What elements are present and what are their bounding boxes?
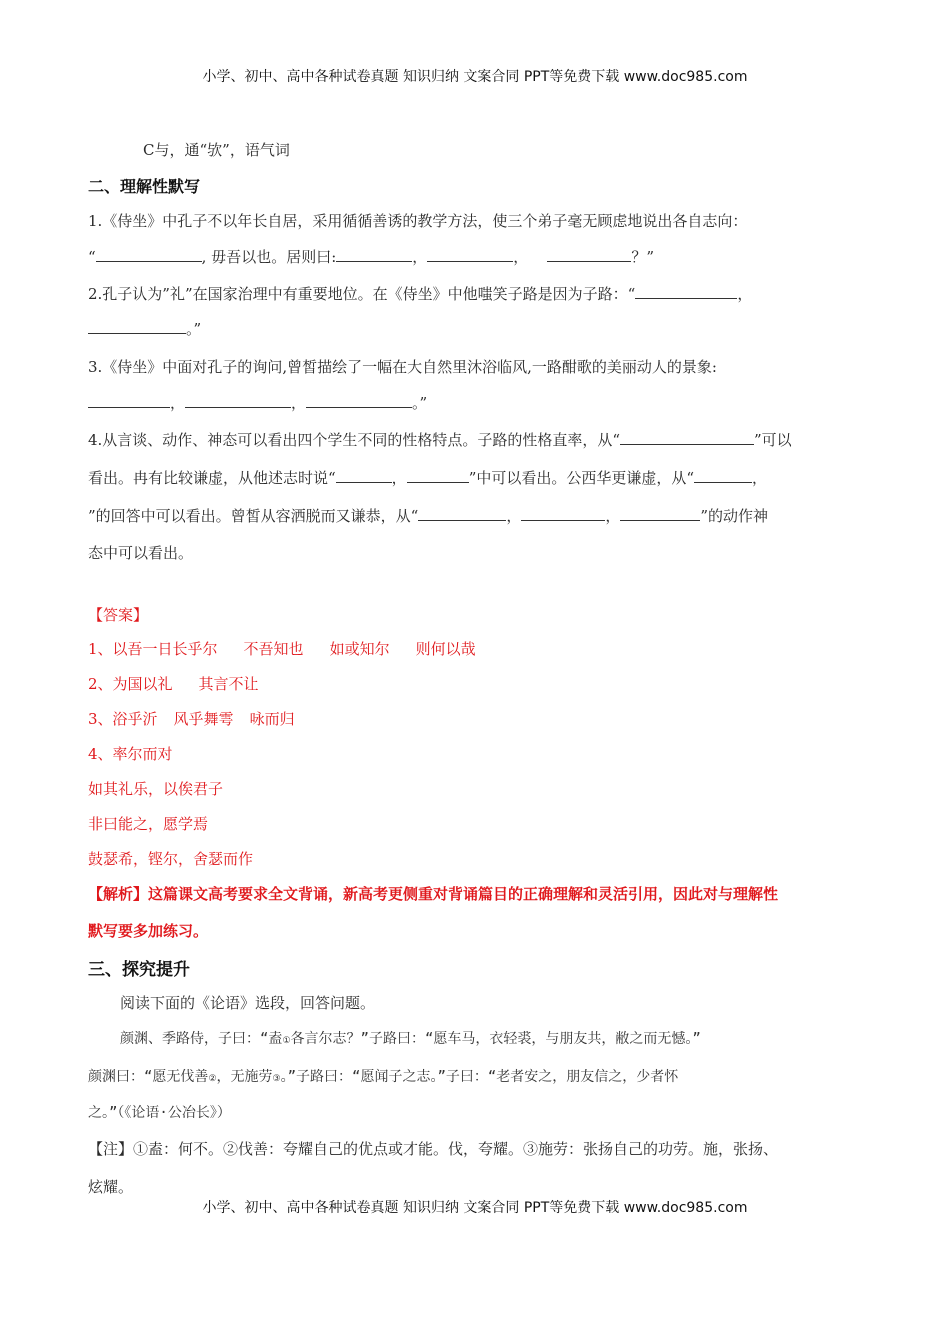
answer-item: 咏而归 <box>249 710 295 728</box>
blank[interactable] <box>407 468 469 483</box>
question-3-line1: 3.《侍坐》中面对孔子的询问,曾皙描绘了一幅在大自然里沐浴临风,一路酣歌的美丽动人的景象: <box>88 358 717 376</box>
note-marker: ③ <box>272 1074 281 1084</box>
answer-5: 如其礼乐，以俟君子 <box>88 780 224 798</box>
blank[interactable] <box>96 247 202 262</box>
blank[interactable] <box>635 284 737 299</box>
blank[interactable] <box>620 506 700 521</box>
answer-item: 1、以吾一日长乎尔 <box>88 640 218 658</box>
question-4-line3 <box>88 505 768 526</box>
q4-text: ”的动作神 <box>700 507 769 525</box>
q4-text: ”可以 <box>753 431 792 449</box>
q4-text: 看出。冉有比较谦虚，从他述志时说“ <box>88 469 336 487</box>
comma: ， <box>506 507 522 525</box>
blank[interactable] <box>521 506 605 521</box>
q4-text: ”中可以看出。公西华更谦虚，从“ <box>468 469 695 487</box>
answer-item: 3、浴乎沂 <box>88 710 158 728</box>
answer-1 <box>88 638 502 659</box>
answer-item: 如或知尔 <box>329 640 390 658</box>
explanation-line1: 【解析】这篇课文高考要求全文背诵，新高考更侧重对背诵篇目的正确理解和灵活引用，因此对与理解性 <box>88 885 779 903</box>
q2-text: 2.孔子认为”礼”在国家治理中有重要地位。在《侍坐》中他嗤笑子路是因为子路：“ <box>88 285 636 303</box>
question-4-line4: 态中可以看出。 <box>88 544 194 562</box>
q3-end: 。” <box>412 394 428 412</box>
answer-4: 4、率尔而对 <box>88 745 173 763</box>
notes-line1: 【注】①盍：何不。②伐善：夸耀自己的优点或才能。伐，夸耀。③施劳：张扬自己的功劳。施，张扬、 <box>88 1140 779 1158</box>
comma: ， <box>170 394 186 412</box>
answer-6: 非曰能之，愿学焉 <box>88 815 209 833</box>
section-2-title: 二、理解性默写 <box>88 177 201 196</box>
note-marker: ① <box>282 1036 291 1046</box>
blank[interactable] <box>694 468 752 483</box>
answer-7: 鼓瑟希，铿尔，舍瑟而作 <box>88 850 254 868</box>
question-1-line1: 1.《侍坐》中孔子不以年长自居，采用循循善诱的教学方法，使三个弟子毫无顾虑地说出各自志向： <box>88 212 748 230</box>
q4-text: 4.从言谈、动作、神态可以看出四个学生不同的性格特点。子路的性格直率，从“ <box>88 431 620 449</box>
note-marker: ② <box>208 1074 217 1084</box>
q4-text: ”的回答中可以看出。曾皙从容洒脱而又谦恭，从“ <box>88 507 419 525</box>
question-3-line2 <box>88 392 427 413</box>
q1-text: , 毋吾以也。居则曰: <box>201 248 337 266</box>
q1-end: ？” <box>631 248 655 266</box>
question-2-line1 <box>88 283 752 304</box>
comma: ， <box>291 394 307 412</box>
notes-line2: 炫耀。 <box>88 1178 134 1196</box>
passage-text: 颜渊曰：“愿无伐善 <box>88 1069 209 1085</box>
comma: ， <box>412 248 428 266</box>
section-3-title: 三、探究提升 <box>88 960 190 980</box>
blank[interactable] <box>547 247 631 262</box>
blank[interactable] <box>418 506 506 521</box>
answer-item: 不吾知也 <box>243 640 304 658</box>
blank[interactable] <box>336 468 392 483</box>
passage-line2 <box>88 1066 678 1086</box>
top-answer: C与，通“欤”，语气词 <box>143 141 290 159</box>
blank[interactable] <box>306 393 412 408</box>
blank[interactable] <box>427 247 513 262</box>
comma: ， <box>391 469 407 487</box>
answer-2 <box>88 673 285 694</box>
quote-open: “ <box>88 248 96 266</box>
answers-title: 【答案】 <box>88 606 149 624</box>
blank[interactable] <box>336 247 412 262</box>
question-1-line2 <box>88 246 654 267</box>
passage-text: ，无施劳 <box>216 1069 273 1085</box>
passage-text: 。”子路曰：“愿闻子之志。”子曰：“老者安之，朋友信之，少者怀 <box>280 1069 679 1085</box>
comma: ， <box>605 507 621 525</box>
answer-item: 风乎舞雩 <box>173 710 234 728</box>
question-4-line2 <box>88 467 767 488</box>
comma: ， <box>737 285 753 303</box>
page-footer: 小学、初中、高中各种试卷真题 知识归纳 文案合同 PPT等免费下载 www.doc985.com <box>202 1200 748 1216</box>
answer-item: 则何以哉 <box>415 640 476 658</box>
passage-text: 各言尔志？”子路曰：“愿车马，衣轻裘，与朋友共，敝之而无憾。” <box>290 1031 701 1047</box>
question-2-line2 <box>88 318 201 339</box>
page-header: 小学、初中、高中各种试卷真题 知识归纳 文案合同 PPT等免费下载 www.doc985.com <box>202 69 748 85</box>
comma: ， <box>513 248 529 266</box>
blank[interactable] <box>88 393 170 408</box>
passage-line1 <box>120 1028 701 1048</box>
comma: ， <box>752 469 768 487</box>
blank[interactable] <box>185 393 291 408</box>
passage-text: 颜渊、季路侍，子曰：“盍 <box>120 1031 283 1047</box>
question-4-line1 <box>88 429 792 450</box>
blank[interactable] <box>620 430 754 445</box>
section-3-intro: 阅读下面的《论语》选段，回答问题。 <box>120 994 376 1012</box>
answer-item: 其言不让 <box>198 675 259 693</box>
q2-end: 。” <box>186 320 202 338</box>
explanation-line2: 默写要多加练习。 <box>88 922 209 940</box>
blank[interactable] <box>88 319 186 334</box>
passage-line3: 之。”（《论语·公冶长》） <box>88 1105 231 1121</box>
answer-item: 2、为国以礼 <box>88 675 173 693</box>
answer-3 <box>88 708 321 729</box>
